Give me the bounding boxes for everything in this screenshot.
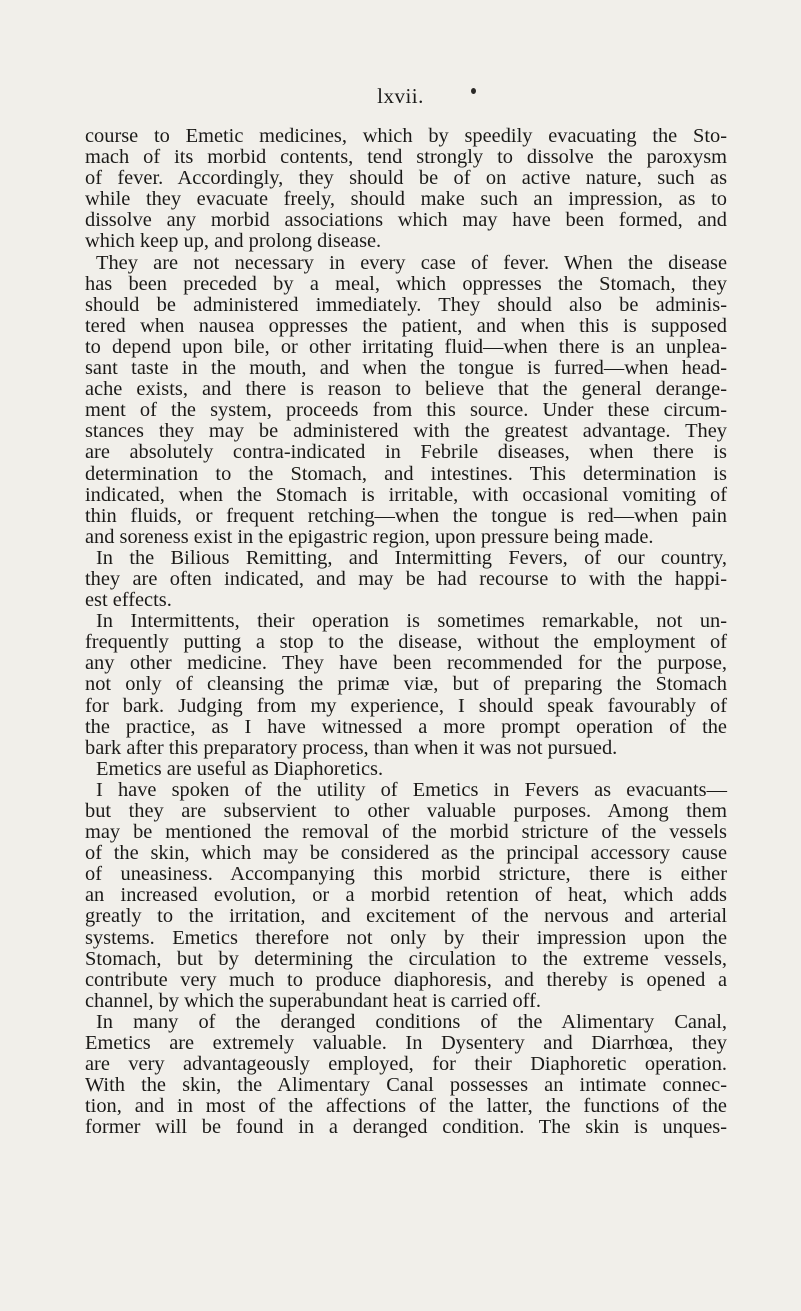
text-line: has been preceded by a meal, which oppresses the Stomach, they <box>85 272 727 295</box>
text-line: In Intermittents, their operation is sometimes remarkable, not un- <box>96 610 727 633</box>
text-line: which keep up, and prolong disease. <box>85 230 382 253</box>
text-line: are absolutely contra-indicated in Febrile diseases, when there is <box>85 441 727 464</box>
text-line: Stomach, but by determining the circulation to the extreme vessels, <box>85 947 727 970</box>
text-line: est effects. <box>85 589 172 612</box>
text-line: In the Bilious Remitting, and Intermitting Fevers, of our country, <box>96 546 727 569</box>
text-line: should be administered immediately. They should also be adminis- <box>85 293 727 316</box>
text-line: channel, by which the superabundant heat is carried off. <box>85 989 541 1012</box>
text-line: tered when nausea oppresses the patient, and when this is supposed <box>85 314 727 337</box>
text-line: Emetics are extremely valuable. In Dysentery and Diarrhœa, they <box>85 1032 727 1055</box>
text-line: but they are subservient to other valuable purposes. Among them <box>85 800 727 822</box>
text-line: dissolve any morbid associations which may have been formed, and <box>85 209 727 232</box>
text-line: course to Emetic medicines, which by speedily evacuating the Sto- <box>85 125 727 147</box>
text-line: ache exists, and there is reason to believe that the general derange- <box>85 378 727 401</box>
text-line: any other medicine. They have been recommended for the purpose, <box>85 652 727 675</box>
text-line: the practice, as I have witnessed a more prompt operation of the <box>85 715 727 738</box>
text-line: an increased evolution, or a morbid retention of heat, which adds <box>85 884 727 907</box>
text-line: of uneasiness. Accompanying this morbid stricture, there is either <box>85 863 727 886</box>
text-line: indicated, when the Stomach is irritable, with occasional vomiting of <box>85 483 727 506</box>
text-line: ment of the system, proceeds from this source. Under these circum- <box>85 399 727 422</box>
text-line: stances they may be administered with the greatest advantage. They <box>85 420 727 443</box>
text-line: for bark. Judging from my experience, I should speak favourably of <box>85 694 727 717</box>
body-text <box>85 126 727 1139</box>
text-line: systems. Emetics therefore not only by their impression upon the <box>85 926 727 949</box>
text-line: frequently putting a stop to the disease, without the employment of <box>85 631 727 654</box>
text-line: With the skin, the Alimentary Canal possesses an intimate connec- <box>85 1074 727 1097</box>
text-line: of the skin, which may be considered as the principal accessory cause <box>85 842 727 865</box>
text-line: mach of its morbid contents, tend strongly to dissolve the paroxysm <box>85 146 727 169</box>
text-line: In many of the deranged conditions of the Alimentary Canal, <box>96 1010 727 1033</box>
text-line: Emetics are useful as Diaphoretics. <box>96 757 384 780</box>
text-line: sant taste in the mouth, and when the tongue is furred—when head- <box>85 357 727 380</box>
text-line: and soreness exist in the epigastric region, upon pressure being made. <box>85 525 654 548</box>
text-line: determination to the Stomach, and intestines. This determination is <box>85 462 727 485</box>
page-number: lxvii. <box>377 84 424 108</box>
text-line: tion, and in most of the affections of the latter, the functions of the <box>85 1095 727 1118</box>
ink-speck <box>471 88 476 94</box>
text-line: while they evacuate freely, should make such an impression, as to <box>85 188 727 211</box>
text-line: thin fluids, or frequent retching—when the tongue is red—when pain <box>85 504 727 527</box>
text-line: former will be found in a deranged condition. The skin is unques- <box>85 1116 727 1139</box>
text-line: of fever. Accordingly, they should be of on active nature, such as <box>85 167 727 190</box>
text-line: they are often indicated, and may be had recourse to with the happi- <box>85 567 727 590</box>
text-line: to depend upon bile, or other irritating fluid—when there is an unplea- <box>85 335 727 358</box>
text-line: They are not necessary in every case of fever. When the disease <box>96 251 727 274</box>
text-line: are very advantageously employed, for their Diaphoretic operation. <box>85 1053 727 1076</box>
text-line: contribute very much to produce diaphoresis, and thereby is opened a <box>85 968 727 991</box>
text-line: greatly to the irritation, and excitement of the nervous and arterial <box>85 905 727 928</box>
text-line: may be mentioned the removal of the morbid stricture of the vessels <box>85 821 727 844</box>
text-line: not only of cleansing the primæ viæ, but of preparing the Stomach <box>85 673 727 696</box>
text-line: bark after this preparatory process, than when it was not pursued. <box>85 736 618 759</box>
text-line: I have spoken of the utility of Emetics in Fevers as evacuants— <box>96 778 727 801</box>
